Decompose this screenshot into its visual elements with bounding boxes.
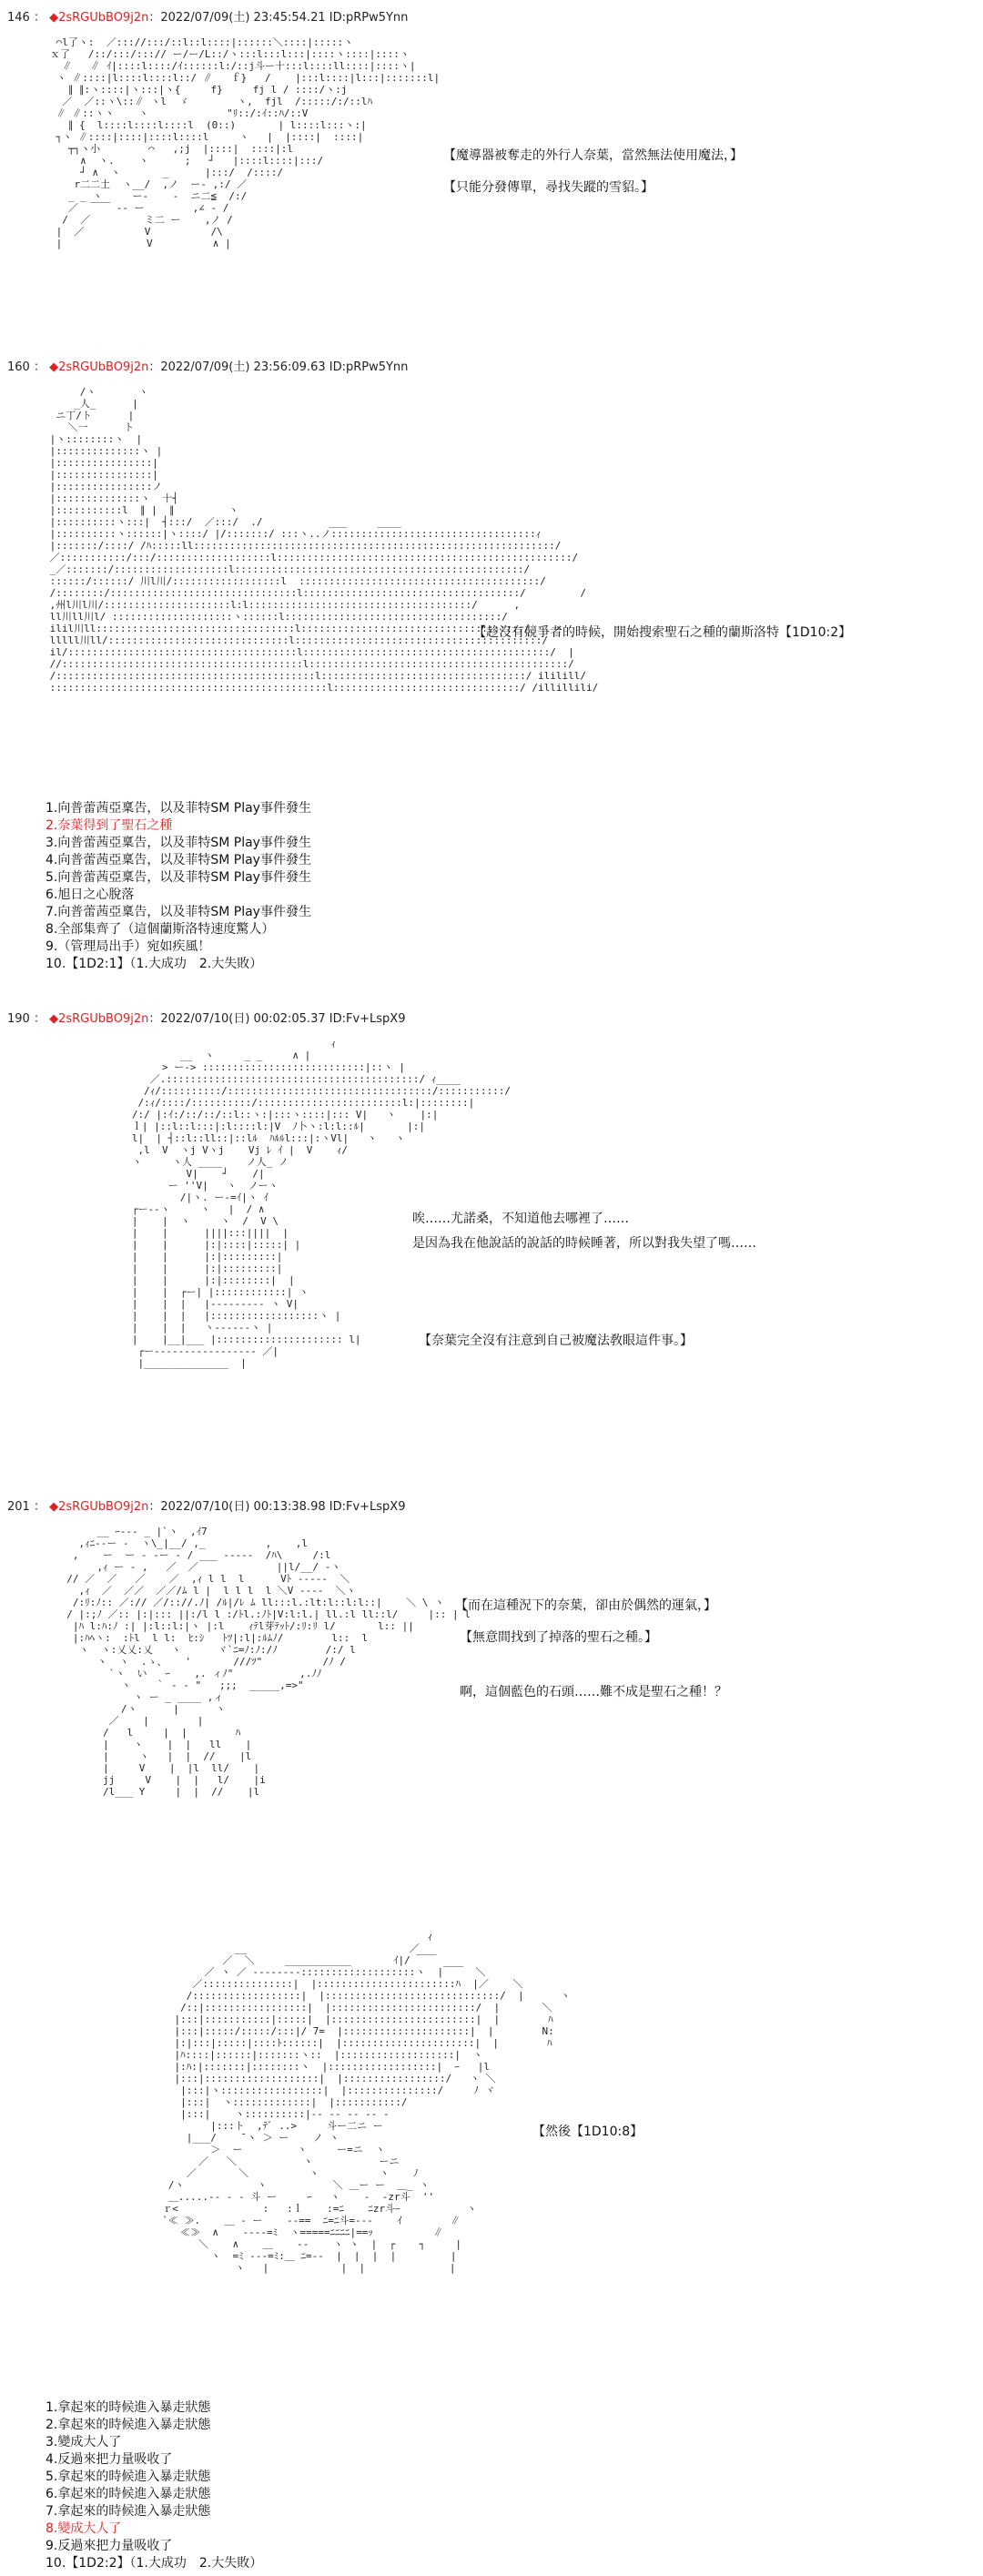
dice-option: 9.反過來把力量吸收了	[46, 2539, 173, 2553]
dice-option-selected: 2.奈葉得到了聖石之種	[46, 818, 173, 833]
post-header: 160 ： ◆2sRGUbBO9j2n：2022/07/09(土) 23:56:09.63 ID:pRPw5Ynn	[7, 360, 409, 374]
post-header: 146 ： ◆2sRGUbBO9j2n：2022/07/09(土) 23:45:54.21 ID:pRPw5Ynn	[7, 11, 409, 25]
dice-option: 5.向普蕾茜亞稟告，以及菲特SM Play事件發生	[46, 870, 311, 885]
narration-line: 【奈葉完全沒有注意到自己被魔法敎眼這件事。】	[419, 1334, 693, 1348]
trip-code[interactable]: 2sRGUbBO9j2n	[58, 1500, 149, 1514]
post-number: 146	[7, 11, 30, 25]
dice-option: 8.全部集齊了（這個蘭斯洛特速度驚人）	[46, 922, 275, 937]
dialogue-line: 是因為我在他說話的說話的時候睡著，所以對我失望了嗎……	[412, 1236, 756, 1251]
narration-line: 【魔導器被奪走的外行人奈葉，當然無法使用魔法，】	[443, 148, 743, 163]
dice-option: 7.向普蕾茜亞稟告，以及菲特SM Play事件發生	[46, 905, 311, 919]
narration-line: 【只能分發傳單，尋找失蹤的雪貂。】	[443, 180, 654, 195]
trip-code[interactable]: 2sRGUbBO9j2n	[58, 1012, 149, 1026]
dialogue-line: 啊，這個藍色的石頭……難不成是聖石之種！？	[460, 1685, 727, 1699]
narration-line: 【趁沒有競爭者的時候，開始搜索聖石之種的蘭斯洛特【1D10:2】	[473, 625, 852, 640]
ascii-art: __ ｰ--- _ |`ヽ ,ｲ7 ,ｨﾆ--ー ‐ ヽ\_|__/ ,_ , ,l , ー ー ‐ ‐ー ‐ / ___ ‐‐‐‐‐ /ﾊ\ /:l ,ｨ ー ‐ , ／ ／ ||l/__/ ‐ヽ // ／ ／ ／ ／ ,ｨ l l l Vﾄ ‐‐‐‐‐ ＼ ,ｨ ／ ／／ ／／/ﾑ l | l l l l ＼V ‐‐‐‐ ＼ヽ /:ﾘ:ﾉ:: ／:// ／/:://.ﾉ| /ﾙ|/ﾚ ﾑ ll:::l.:lt:l::l:l::| ＼ \ ヽ / |:;ﾉ ／:: |:|::: ||:/l l :/ﾄl.:ﾉﾄ|V:l:l.| ll.:l ll::l/ |:: | l |ﾊ l:ﾊ:ﾉ :| |:l::l:|ヽ |:l ｨﾃl芽ﾃｯﾄ/:ﾘ:ﾘ l/ l:: || |:ﾊﾍヽ: :ﾄl l l: ﾋ:ｼ ﾄﾂ|:l|:ﾙﾑﾉ/ l:: l ヽ ヽ:乂乂:乂 ヽ ヾ`ﾆ=ﾉ:ﾉ:/ﾉ /:/ l ヽ ヽ .ゝ、 ' ///ﾂ" /ﾉ / `ヽ い ｰ ,. ィﾉ" ,.ﾉﾉ ヽ ｀ ‐ ‐ " ;;; _____,=>" ヽ ー _ ____ ,ィ /ヽ | ヽ ／ | | / l | | ﾊ | ヽ | | ll | | ヽ | | // |l | V | |l ll/ | jj V | | l/ |i /l___ Y | | // |l	[66, 1526, 471, 1798]
post-meta: ：2022/07/10(日) 00:13:38.98 ID:Fv+LspX9	[148, 1500, 406, 1514]
post-meta: ：2022/07/10(日) 00:02:05.37 ID:Fv+LspX9	[148, 1012, 406, 1026]
post-meta: ：2022/07/09(土) 23:56:09.63 ID:pRPw5Ynn	[148, 360, 409, 374]
dice-option: 7.拿起來的時候進入暴走狀態	[46, 2504, 211, 2519]
dice-table	[46, 2399, 262, 2572]
post-header: 201 ： ◆2sRGUbBO9j2n：2022/07/10(日) 00:13:38.98 ID:Fv+LspX9	[7, 1500, 406, 1514]
dice-option: 4.向普蕾茜亞稟告，以及菲特SM Play事件發生	[46, 853, 311, 867]
dice-option: 6.拿起來的時候進入暴走狀態	[46, 2487, 211, 2501]
ascii-art: ｨ __ ヽ _ _ ∧ | > ー-> :::::::::::::::::::::::::::|::ヽ | ／.::::::::::::::::::::::::::::::::::::::::::/ ｨ____ /ｨ/::::::::::/::::::::::::::::::::::::::::::::::/:::::::::::/ /:ｨ/::::/::::::::::/::::::::::::::::::::::::l:|::::::::| /:/ |:ｲ:/::/::/::l::ヽ:|:::ヽ::::|::: V| ヽ |:| ｌ| |::l::l:::|:l::::l:|V ﾉ卜ヽ:l:l::ﾙ| |:| l| | ┤::l::ll::|::lﾙ ﾊﾙﾙl:::|:ヽVl| ヽ ヽ ,l V ヽj Vヽj Vj ﾚ ｲ | V ｨ/ ヽ ヽ人 ____ ノ人_ ノ V| ┘ /| ー ''V| ヽ ノーヽ /|ヽ. ー-=ｲ|ヽ ｲ ┌ー‐‐ヽ ヽ | / ∧ | | ヽ ヽ / V \ | | ||||:::|||| | | | |:|::::|:::::| | | | |:|:::::::::| | | |:|:::::::::| | | |:|::::::::| | | | ┌ー| |::::::::::::| ヽ | | | |‐‐‐‐‐‐‐‐‐ ヽ V| | | | |::::::::::::::::::ヽ | | | | ヽ‐‐‐‐‐‐ヽ | | |__|___ |::::::::::::::::::::: l| ┌ー‐‐‐‐‐‐‐‐‐‐‐‐‐‐‐‐‐ ／| |______________ |	[131, 1038, 511, 1369]
dice-option: 6.旭日之心脫落	[46, 887, 135, 902]
dice-option: 2.拿起來的時候進入暴走狀態	[46, 2418, 211, 2432]
dice-option: 3.向普蕾茜亞稟告，以及菲特SM Play事件發生	[46, 836, 311, 850]
dice-option-selected: 8.變成大人了	[46, 2521, 122, 2536]
post-meta: ：2022/07/09(土) 23:45:54.21 ID:pRPw5Ynn	[148, 11, 409, 25]
trip-diamond: ◆	[49, 360, 59, 374]
trip-code[interactable]: 2sRGUbBO9j2n	[58, 11, 149, 25]
trip-code[interactable]: 2sRGUbBO9j2n	[58, 360, 149, 374]
narration-line: 【無意間找到了掉落的聖石之種。】	[460, 1630, 657, 1645]
dice-option: 3.變成大人了	[46, 2435, 122, 2449]
dialogue-line: 唉……尤諾桑，不知道他去哪裡了……	[412, 1212, 629, 1226]
post-header: 190 ： ◆2sRGUbBO9j2n：2022/07/10(日) 00:02:05.37 ID:Fv+LspX9	[7, 1012, 406, 1026]
dice-option: 4.反過來把力量吸收了	[46, 2452, 173, 2467]
trip-diamond: ◆	[49, 1012, 59, 1026]
dice-option: 10.【1D2:1】（1.大成功 2.大失敗）	[46, 957, 263, 971]
trip-diamond: ◆	[49, 1500, 59, 1514]
narration-line: 【然後【1D10:8】	[532, 2125, 644, 2139]
dice-option: 5.拿起來的時候進入暴走狀態	[46, 2470, 211, 2484]
dice-option: 1.拿起來的時候進入暴走狀態	[46, 2400, 211, 2415]
ascii-art: /ヽ ヽ _人_ | ニ丁/ト | ＼一 ト |ヽ::::::::ヽ | |::::::::::::::ヽ | |::::::::::::::::| |::::::::::::::::| |::::::::::::::::ノ |::::::::::::::ヽ 十┤ |:::::::::::l ∥ | ∥ ヽ |::::::::::ヽ:::| ┤:::/ ／:::/ ./ ___ ____ |::::::::::ヽ::::::|ヽ::::/ |/:::::::/ :::ヽ..ノ::::::::::::::::::::::::::::::::::ｨ |:::::::/::::/ /ﾊ:::::ll::::::::::::::::::::::::::::::::::::::::::::::::::::::::::::/ ／:::::::::::/:::/:::::::::::::::::::l:::::::::::::::::::::::::::::::::::::::::::::::::/ _／:::::::/:::::::::::::::::::l::::::::::::::::::::::::::::::::::::::::::::::::/ ::::::/::::::/ 川l川/::::::::::::::::::l ::::::::::::::::::::::::::::::::::::::::/ /::::::::/:::::::::::::::::::::::::::::::l::::::::::::::::::::::::::::::::::::/ / ,州l川l川/:::::::::::::::::::::l:l:::::::::::::::::::::::::::::::::::::/ , ll川ll川l/ ::::::::::::::::::::ヽ::::::l::::::::::::::::::::::::::::::::::::/ ilil川ll:::::::::::::::::::::::::::::::::l:::::::::::::::::::::::::::::::::::::/ ヽ lllll川ll/::::::::::::::::::::::::::::::l:::::::::::::::::::::::::::::::::::::::::/ il/::::::::::::::::::::::::::::::::::::::l:::::::::::::::::::::::::::::::::::::::::/ | //::::::::::::::::::::::::::::::::::::::::l:::::::::::::::::::::::::::::::::::::::::::/ /:::::::::::::::::::::::::::::::::::::::::::l::::::::::::::::::::::::::::::::::/ ililill/ ::::::::::::::::::::::::::::::::::::::::::::::l:::::::::::::::::::::::::::::::/ /illillili/	[49, 386, 599, 694]
dice-table	[46, 800, 311, 973]
post-number: 201	[7, 1500, 30, 1514]
ascii-art: ⌒l了ヽ: ／::://:::/::l::l::::|::::::＼::::|:::::ヽ ｘ了 /::/:::/:::// ー/ー/L::/ヽ:::l:::l:::|::::ヽ::::|::::ヽ ∥ ∥ ｲ|::::l::::/ｲ::::::l:/::j斗ー十:::l::::ll::::|::::ヽ| ヽ ∥::::|l::::l::::l::/ ∥ ｆ} / |:::l::::|l:::|:::::::l| ∥ ∥:ヽ::::|ヽ:::|ヽ{ f} fj l / ::::/ヽ:j ／ ／::ヽ\::∥ ヽl ゞ ヽ, fjl /:::::/:/::lﾊ ∥ ∥::ヽヽ ヽ "ﾘ::/:ｲ::ﾊ/::V ∥ { l::::l::::l::::l (0::) | l::::l:::ヽ:| ┐ヽ ∥::::|::::|::::l::::l ヽ | |::::| ::::| ┬┐ヽ小 ⌒ ,;j |::::| ::::|:l ∧ ヽ. ヽ ; ┘ |::::l::::|:::/ ┘ ∧ ヽ _ |:::/ /::::/ r二二土 ヽ__/ ,ノ ー‐ ,:/ ／ _ _ ヽ ー‐ ‐ ニ二≦ /:/ ／ ￣￣ ‐‐ ー ,∠ ‐ / / ／ ミ二 ー ,ノ / | ／ V /\ | V ∧ |	[50, 36, 441, 249]
narration-line: 【而在這種況下的奈葉，卻由於偶然的運氣，】	[455, 1598, 716, 1613]
trip-diamond: ◆	[49, 11, 59, 25]
dice-option: 9.（管理局出手）宛如疾風！	[46, 939, 211, 954]
dice-option: 10.【1D2:2】（1.大成功 2.大失敗）	[46, 2556, 263, 2571]
post-number: 190	[7, 1012, 30, 1026]
dice-option: 1.向普蕾茜亞稟告，以及菲特SM Play事件發生	[46, 801, 311, 816]
ascii-art-2: ｨ __ ／ ／ ＼ ___________ ｲ|/ ￣￣ ／ ヽ ／ -‐‐‐‐‐‐‐:::::::::::::::::::ヽ |￣￣ ＼ ／:::::::::::::::| |:::::::::::::::::::::::ﾊ |／ ＼ /::::::::::::::::::| |:::::::::::::::::::::::::::::/ | ヽ /::|:::::::::::::::::| |::::::::::::::::::::::::/ | ＼ |:::|:::::::::::|:::::| |::::::::::::::::::::::::| | ﾊ |:::|:::::/:::::/:::|/ 7= |:::::::::::::::::::::| | N: |:|:::|:::::|::::ﾄ::::::| |::::::::::::::::::::::| | ﾊ |ﾊ::::|::::::|:::::::ヽ:: |:::::::::::::::::::| ヽ |:ﾊ:|:::::::|::::::::ヽ |::::::::::::::::::| ｰ |l |:::|:::::::::::::::::::| |:::::::::::::::::/ ヽ ＼ |:::|ヽ:::::::::::::::::| |:::::::::::::::/ ﾉ ヾ |:::| ヽ:::::::::::::| |:::::::::::/ |:::| ヽ::::::::::|-‐ ‐‐ ‐‐ ‐‐ ‐ |:::ト ,ﾃﾞ ..> 斗ー二ニ ー |___/ ̄ ヽ ＞ ー ノ ヽ ＞ ー ヽ ー=ニ ヽ ／ ＼ ヽ ーニ ／ ＼ ヽ ヽ ﾉ /ヽ ヽ ＼ ＿ー ー ＿_ ヽ ＿.....‐‐ ‐ ‐ 斗 ー ｰ ヽ ‐ -zr斗 '' ｒ< : :ｌ :=ﾆ ﾆzr斗ｰ ヽ `≪ ≫. ＿ ‐ ー ‐‐== ﾆ=ﾆ斗=‐‐‐ ｲ ∥ ≪≫ ∧ ‐‐‐‐=ﾐ ヽ=====ﾆﾆﾆﾆ|==ｯ ∥ ＼ ∧ ＿ ‐‐ ヽ ヽ | ┌ ┐ | ヽ =ﾐ ‐‐‐=ﾐ:＿ ﾆ=‐‐ | | | | | ヽ | | | |	[162, 1931, 571, 2274]
post-number: 160	[7, 360, 30, 374]
